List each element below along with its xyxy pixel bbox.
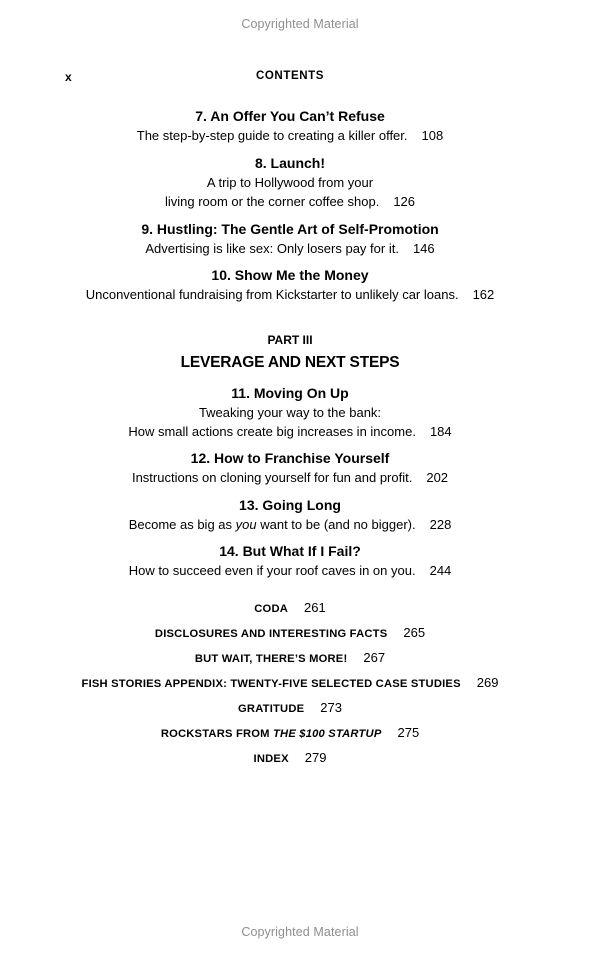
chapter-page-number[interactable]: 162 bbox=[472, 287, 495, 302]
running-head: CONTENTS bbox=[255, 70, 325, 82]
chapter-page-number[interactable]: 108 bbox=[421, 128, 444, 143]
chapter-title[interactable]: 9. Hustling: The Gentle Art of Self-Promotion bbox=[141, 221, 439, 237]
chapter-description: living room or the corner coffee shop. 126 bbox=[164, 194, 416, 209]
chapter-title[interactable]: 11. Moving On Up bbox=[231, 385, 349, 401]
toc-entry-chapter-13[interactable] bbox=[0, 496, 580, 534]
chapter-description: Unconventional fundraising from Kickstarter to unlikely car loans. 162 bbox=[85, 287, 495, 302]
chapter-description: Advertising is like sex: Only losers pay for it. 146 bbox=[145, 241, 435, 256]
chapter-page-number[interactable]: 184 bbox=[429, 424, 452, 439]
entry-page-number[interactable]: 279 bbox=[304, 750, 327, 765]
chapter-description: Instructions on cloning yourself for fun and profit. 202 bbox=[131, 470, 449, 485]
chapter-title[interactable]: 8. Launch! bbox=[254, 155, 325, 171]
entry-page-number[interactable]: 275 bbox=[397, 725, 420, 740]
toc-entry-but-wait[interactable]: BUT WAIT, THERE’S MORE! 267 bbox=[194, 650, 386, 665]
chapter-description: Become as big as you want to be (and no bigger). 228 bbox=[128, 517, 452, 532]
chapter-description: How to succeed even if your roof caves in on you. 244 bbox=[128, 563, 452, 578]
part-label: PART III bbox=[267, 333, 313, 347]
toc-entry-coda[interactable]: CODA 261 bbox=[254, 600, 326, 615]
entry-page-number[interactable]: 261 bbox=[304, 600, 326, 615]
chapter-description: A trip to Hollywood from your bbox=[206, 175, 374, 190]
watermark-bottom: Copyrighted Material bbox=[241, 925, 359, 939]
chapter-title[interactable]: 10. Show Me the Money bbox=[211, 267, 369, 283]
chapter-title[interactable]: 13. Going Long bbox=[239, 497, 341, 513]
part-title[interactable]: LEVERAGE AND NEXT STEPS bbox=[180, 354, 400, 371]
toc-entry-gratitude[interactable]: GRATITUDE 273 bbox=[238, 700, 342, 715]
toc-entry-chapter-7[interactable] bbox=[0, 107, 580, 145]
page-header bbox=[0, 70, 600, 86]
entry-page-number[interactable]: 265 bbox=[403, 625, 426, 640]
watermark-top: Copyrighted Material bbox=[241, 17, 359, 31]
chapter-page-number[interactable]: 202 bbox=[426, 470, 449, 485]
emphasis-text: you bbox=[235, 517, 257, 532]
chapter-title[interactable]: 12. How to Franchise Yourself bbox=[190, 450, 390, 466]
toc-entry-disclosures[interactable]: DISCLOSURES AND INTERESTING FACTS 265 bbox=[154, 625, 426, 640]
chapter-title[interactable]: 14. But What If I Fail? bbox=[219, 543, 361, 559]
toc-entry-index[interactable]: INDEX 279 bbox=[253, 750, 327, 765]
toc-entry-chapter-11[interactable] bbox=[0, 384, 580, 441]
toc-entry-chapter-14[interactable] bbox=[0, 542, 580, 580]
toc-entry-chapter-8[interactable] bbox=[0, 154, 580, 211]
page-number: x bbox=[65, 70, 72, 84]
toc-entry-chapter-9[interactable] bbox=[0, 220, 580, 258]
chapter-description: How small actions create big increases in income. 184 bbox=[128, 424, 452, 439]
chapter-page-number[interactable]: 146 bbox=[412, 241, 435, 256]
book-title: THE $100 STARTUP bbox=[273, 728, 382, 740]
toc-entry-chapter-10[interactable] bbox=[0, 266, 580, 304]
toc-entry-rockstars[interactable]: ROCKSTARS FROM THE $100 STARTUP 275 bbox=[160, 725, 420, 740]
entry-page-number[interactable]: 269 bbox=[476, 675, 499, 690]
chapter-description: The step-by-step guide to creating a killer offer. 108 bbox=[136, 128, 444, 143]
chapter-page-number[interactable]: 228 bbox=[429, 517, 452, 532]
entry-page-number[interactable]: 273 bbox=[320, 700, 342, 715]
entry-page-number[interactable]: 267 bbox=[363, 650, 386, 665]
chapter-description: Tweaking your way to the bank: bbox=[198, 405, 382, 420]
chapter-page-number[interactable]: 126 bbox=[393, 194, 416, 209]
toc-entry-fish-stories[interactable]: FISH STORIES APPENDIX: TWENTY-FIVE SELECTED CASE STUDIES 269 bbox=[81, 675, 499, 690]
toc-entry-chapter-12[interactable] bbox=[0, 449, 580, 487]
chapter-title[interactable]: 7. An Offer You Can’t Refuse bbox=[195, 108, 385, 124]
chapter-page-number[interactable]: 244 bbox=[429, 563, 452, 578]
